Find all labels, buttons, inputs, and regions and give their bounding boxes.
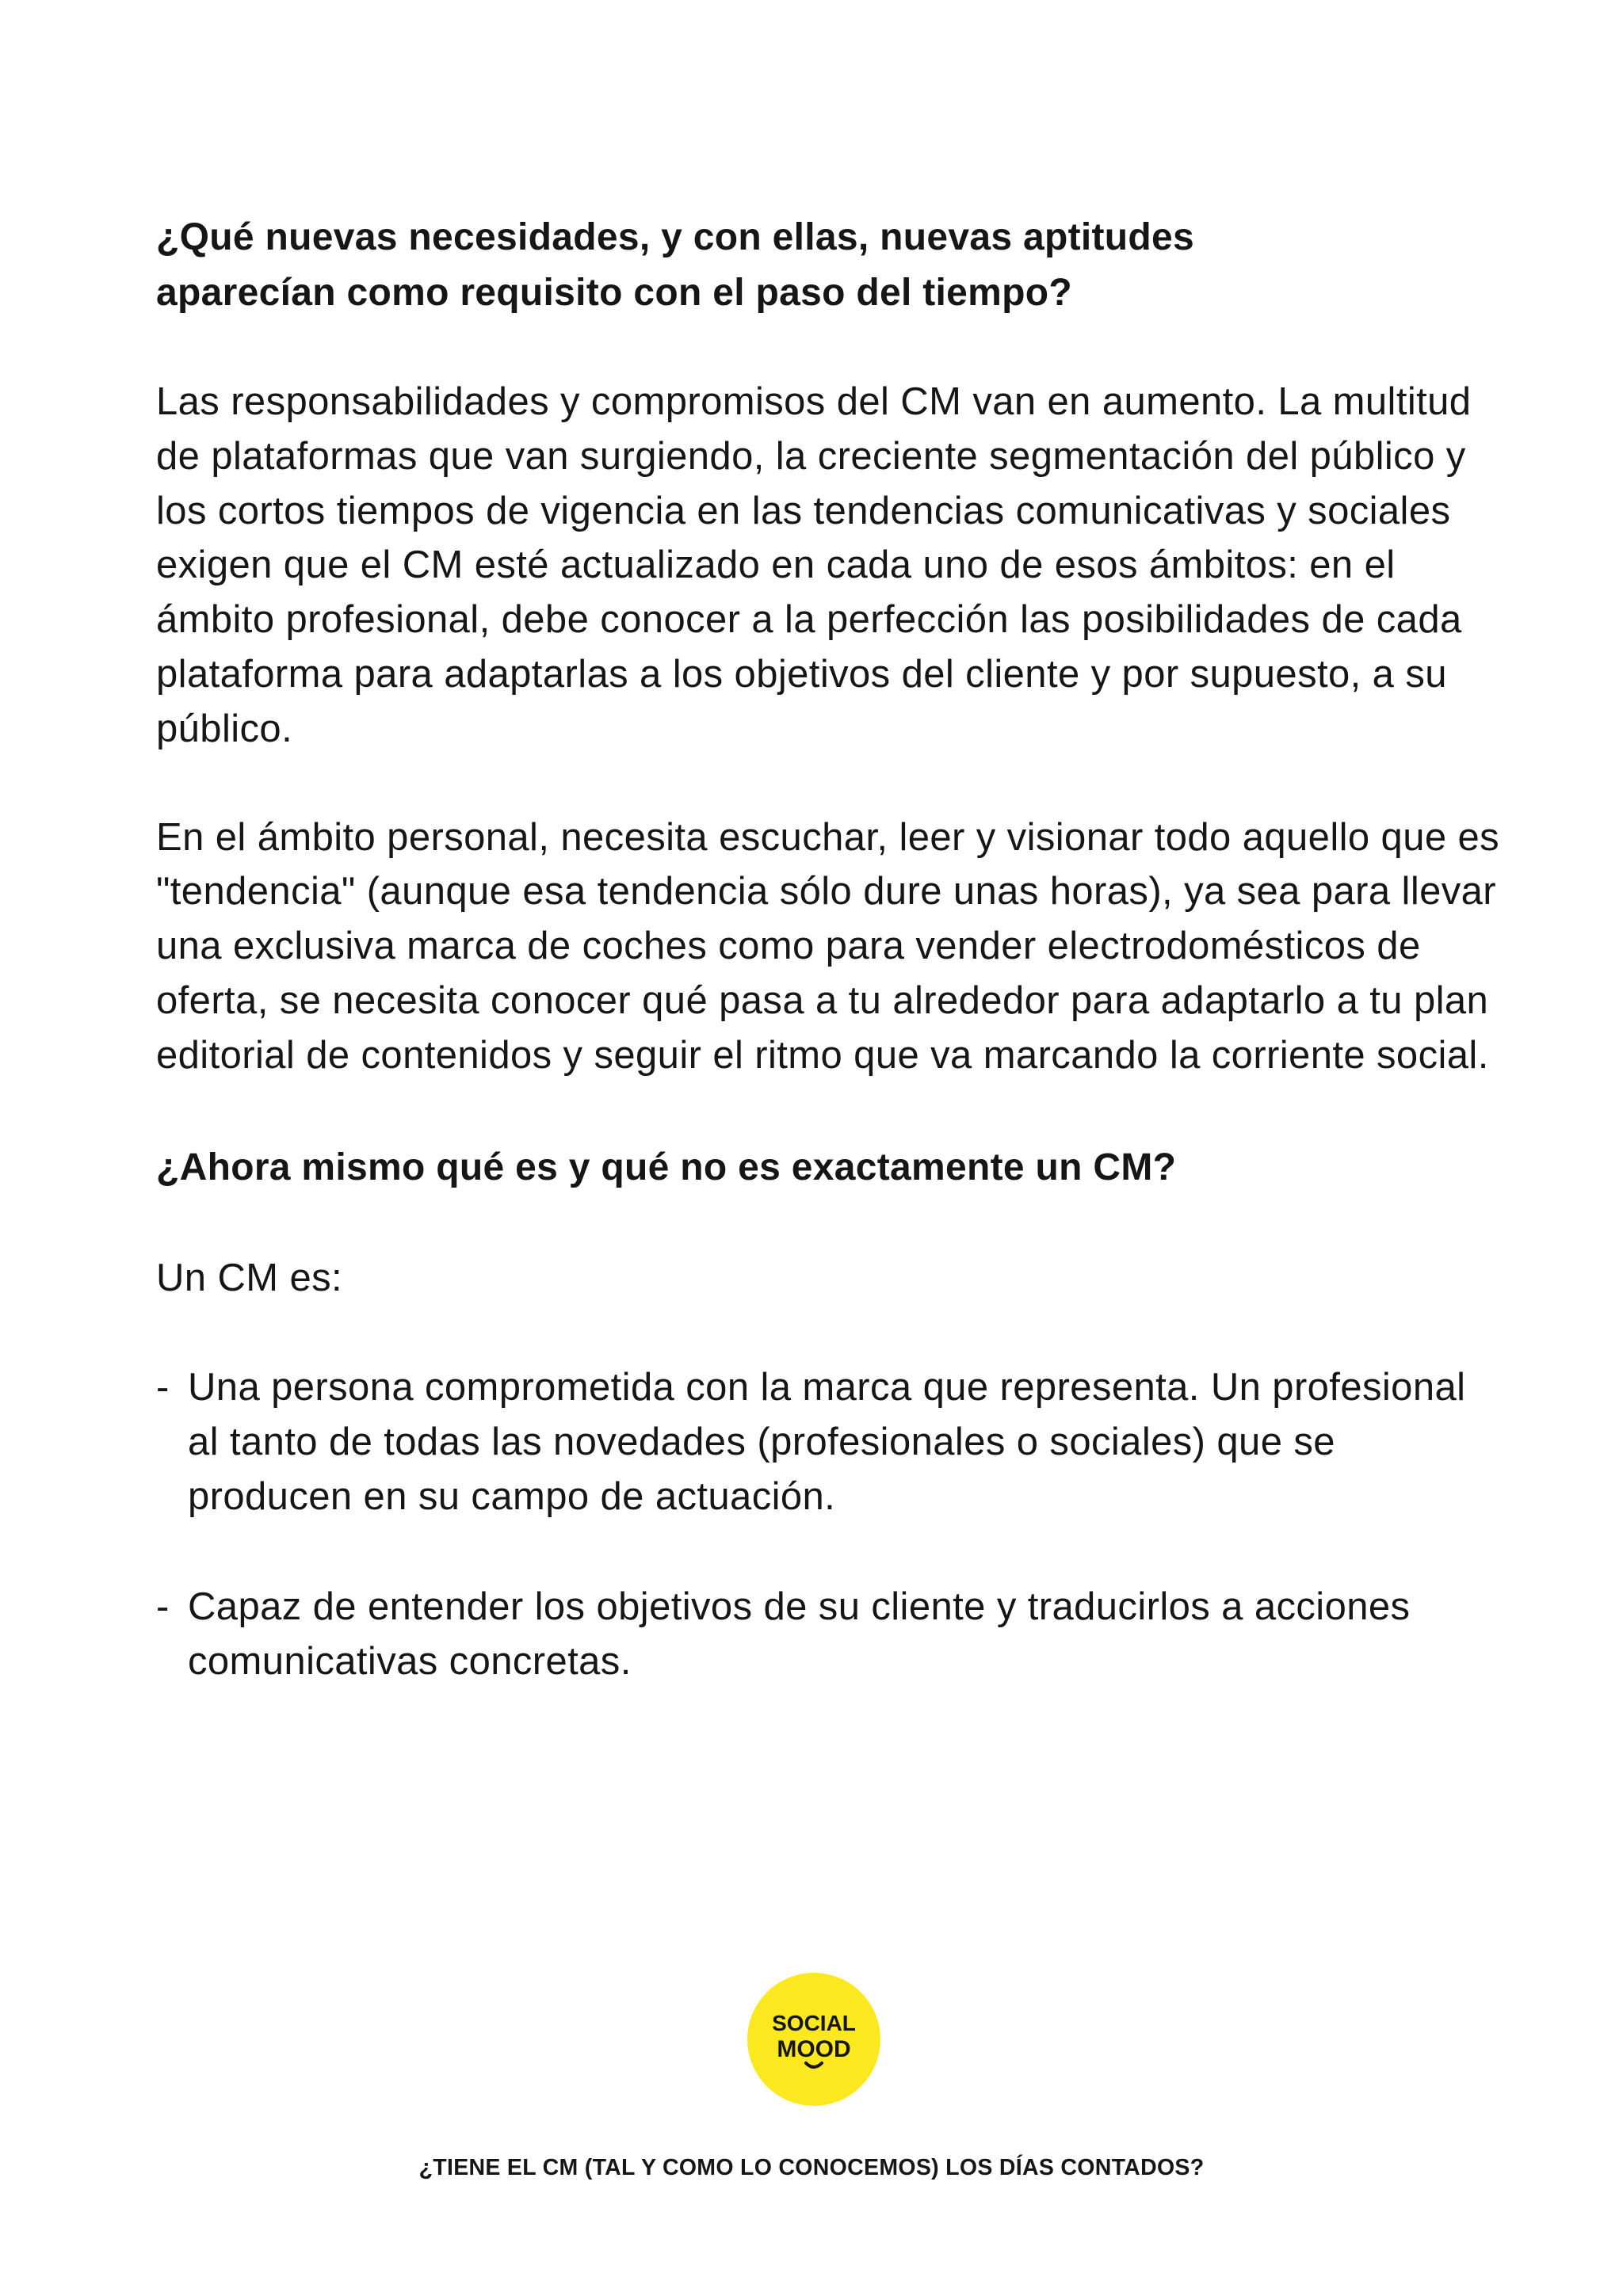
bullet-marker: -	[156, 1585, 170, 1628]
list-item	[156, 1360, 1503, 1524]
section-heading-new-needs: ¿Qué nuevas necesidades, y con ellas, nuevas aptitudes aparecían como requisito con el paso del tiempo?	[156, 216, 1195, 314]
paragraph-responsibilities: Las responsabilidades y compromisos del CM van en aumento. La multitud de plataformas que van surgiendo, la creciente segmentación del público y los cortos tiempos de vigencia en las tendencias comunicativas y sociales exigen que el CM esté actualizado en cada uno de esos ámbitos: en el ámbito profesional, debe conocer a la perfección las posibilidades de cada plataforma para adaptarlas a los objetivos del cliente y por supuesto, a su público.	[156, 380, 1472, 750]
paragraph-personal-scope: En el ámbito personal, necesita escuchar, leer y visionar todo aquello que es "tendencia" (aunque esa tendencia sólo dure unas horas), ya sea para llevar una exclusiva marca de coches como para vender electrodomésticos de oferta, se necesita conocer qué pasa a tu alrededor para adaptarlo a tu plan editorial de contenidos y seguir el ritmo que va marcando la corriente social.	[156, 815, 1500, 1077]
social-mood-logo	[747, 1973, 880, 2106]
list-item-text: Capaz de entender los objetivos de su cliente y traducirlos a acciones comunicativas concretas.	[188, 1585, 1411, 1683]
list-item	[156, 1580, 1503, 1689]
logo-mark	[747, 1973, 880, 2106]
logo-line-2: MOOD	[777, 2036, 851, 2062]
paragraph-cm-intro: Un CM es:	[156, 1256, 343, 1299]
bullet-marker: -	[156, 1366, 170, 1409]
smile-icon	[806, 2063, 822, 2067]
footer-title: ¿TIENE EL CM (TAL Y COMO LO CONOCEMOS) LOS DÍAS CONTADOS?	[418, 2155, 1205, 2180]
logo-line-1: SOCIAL	[772, 2011, 856, 2035]
section-heading-what-is-cm: ¿Ahora mismo qué es y qué no es exactamente un CM?	[156, 1146, 1177, 1188]
list-item-text: Una persona comprometida con la marca que representa. Un profesional al tanto de todas las novedades (profesionales o sociales) que se producen en su campo de actuación.	[188, 1366, 1466, 1518]
document-body	[156, 210, 1503, 1688]
